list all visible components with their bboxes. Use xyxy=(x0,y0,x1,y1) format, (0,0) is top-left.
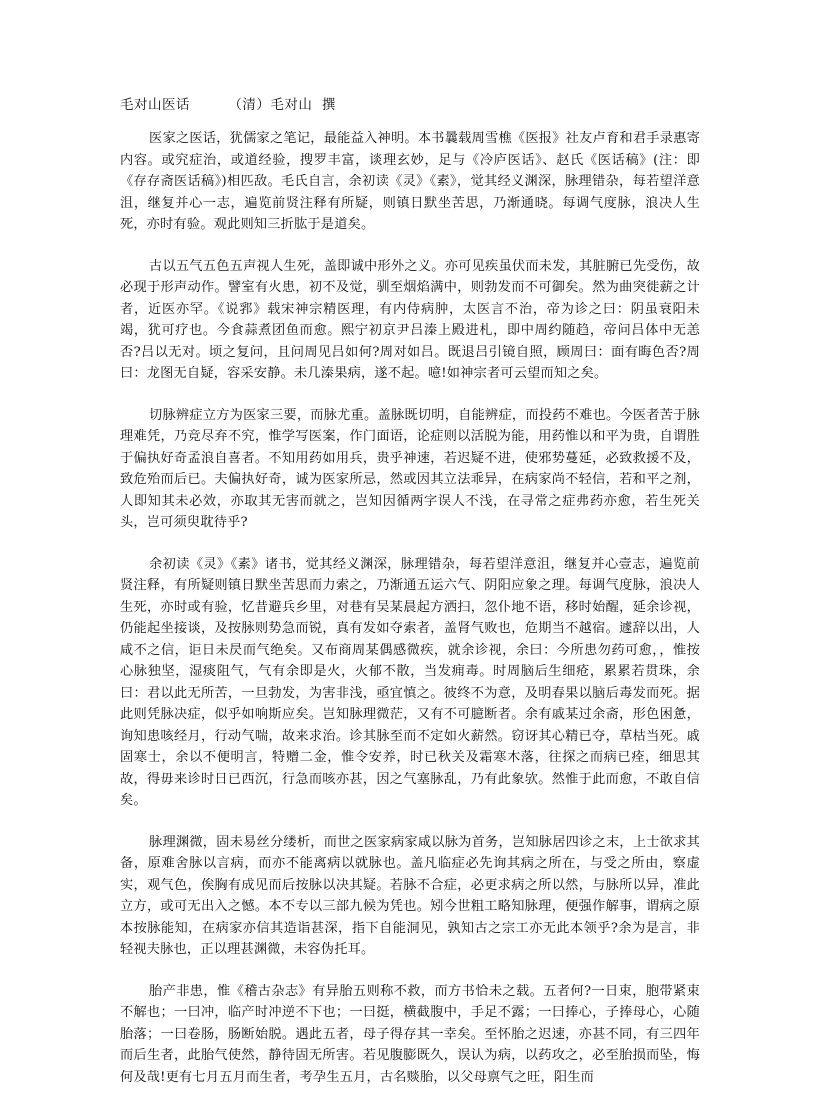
document-author: （清）毛对山 撰 xyxy=(228,97,336,113)
document-title: 毛对山医话 xyxy=(120,97,190,113)
paragraph: 脉理渊微，固未易丝分缕析，而世之医家病家咸以脉为首务，岂知脉居四诊之末，上士欲求其备，原难舍脉以言病，而亦不能离病以就脉也。盖凡临症必先询其病之所在，与受之所由，察虚实，观气色，俟胸有成见而后按脉以决其疑。若脉不合症，必更求病之所以然，与脉所以异，准此立方，或可无出入之憾。本不专以三部九候为凭也。矧今世粗工略知脉理，便强作解事，谓病之原本按脉能知，在病家亦信其造诣甚深，指下自能洞见，孰知古之宗工亦无此本领乎?余为是言，非轻视夫脉也，正以理甚渊微，未容伪托耳。 xyxy=(120,834,700,957)
document-body xyxy=(120,128,700,1108)
paragraph: 胎产非患，惟《稽古杂志》有异胎五则称不救，而方书恰未之载。五者何?一日束，胞带紧束不解也；一曰冲，临产时冲逆不下也；一曰挺，横截腹中，手足不露；一曰捧心，子捧母心，心随胎落；一曰卷肠，肠断始脱。遇此五者，母子得存其一幸矣。至怀胎之迟速，亦甚不同，有三四年而后生者，此胎气使然，静待固无所害。若见腹膨既久，误认为病，以药攻之，必至胎损而坠，悔何及哉!更有七月五月而生者，考孕生五月，古名赕胎，以父母禀气之旺，阳生而 xyxy=(120,983,700,1085)
paragraph: 切脉辨症立方为医家三要，而脉尤重。盖脉既切明，自能辨症，而投药不难也。今医者苦于脉理难凭，乃竞尽弃不究，惟学写医案，作门面语，论症则以活脱为能，用药惟以和平为贵，自谓胜于偏执好奇孟浪自喜者。不知用药如用兵，贵乎神速，若迟疑不进，使邪势蔓延，必致救援不及，致危殆而后已。夫偏执好奇，诚为医家所忌，然或因其立法乖异，在病家尚不轻信，若和平之剂，人即知其未必效，亦取其无害而就之，岂知因循两字误人不浅，在寻常之症弗药亦愈，若生死关头，岂可须臾耽待乎? xyxy=(120,407,700,530)
paragraph: 医家之医话，犹儒家之笔记，最能益入神明。本书曩载周雪樵《医报》社友卢育和君手录惠寄内容。或究症治，或道经验，搜罗丰富，谈理玄妙，足与《冷庐医话》、赵氏《医话稿》(注：即《存存斋医话稿》)相匹敌。毛氏自言，余初读《灵》《素》，觉其经义渊深，脉理错杂，每若望洋意沮，继复并心一志，遍览前贤注释有所疑，则镇日默坐苦思，乃渐通晓。每调气度脉，浪决人生死，亦时有验。观此则知三折肱于是道矣。 xyxy=(120,131,700,232)
paragraph: 余初读《灵》《素》诸书，觉其经义渊深，脉理错杂，每若望洋意沮，继复并心壹志，遍览前贤注释，有所疑则镇日默坐苦思而力索之，乃渐通五运六气、阴阳应象之理。每调气度脉，浪决人生死，亦时或有验，忆昔避兵乡里，对巷有吴某晨起方洒扫，忽仆地不语，移时始醒，延余诊视，仍能起坐接谈，及按脉则势急而锐，真有发如夺索者，盖肾气败也，危期当不越宿。遽辞以出，人咸不之信，讵日未昃而气绝矣。又布商周某偶感微疾，就余诊视，余曰：今所患勿药可愈，，惟按心脉独坚，湿痰阻气，气有余即是火，火郁不散，当发痈毒。时周脑后生细疮，累累若贯珠，余曰：君以此无所苦，一旦勃发，为害非浅，亟宜慎之。彼终不为意，及明春果以脑后毒发而死。据此则凭脉决症，似乎如响斯应矣。岂知脉理微茫，又有不可臆断者。余有戚某过余斋，形色困惫，询知患咳经月，行动气喘，故来求治。诊其脉至而不定如火薪然。窃讶其心精已夺，草枯当死。戚固寒士，余以不便明言，特赠二金，惟令安养，时已秋关及霜寒木落，往探之而病已痊，细思其故，得毋来诊时日已西沉，行急而咳亦甚，因之气塞脉乱，乃有此象欤。然惟于此而愈，不敢自信矣。 xyxy=(120,556,700,808)
paragraph: 古以五气五色五声视人生死，盖即诚中形外之义。亦可见疾虽伏而未发，其脏腑已先受伤，故必现于形声动作。譬室有火患，初不及觉，驯至烟焰满中，则勃发而不可御矣。然为曲突徙薪之计者，近医亦罕。《说郛》载宋神宗精医理，有内侍病肿，太医言不治，帝为诊之曰：阴虽衰阳未竭，犹可疗也。今食蒜煮团鱼而愈。熙宁初京尹吕溱上殿进札，即中周约随趋，帝问吕体中无恙否?吕以无对。顷之复问，且问周见吕如何?周对如吕。既退吕引镜自照，顾周曰：面有晦色否?周曰：龙图无自疑，容采安静。未几溱果病，遂不起。噫!如神宗者可云望而知之矣。 xyxy=(120,258,700,381)
document-header xyxy=(120,96,336,114)
